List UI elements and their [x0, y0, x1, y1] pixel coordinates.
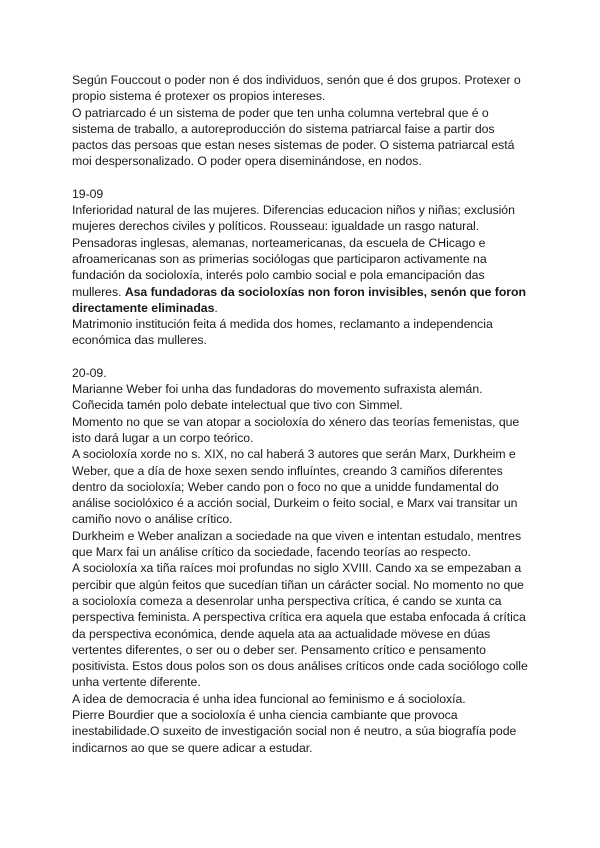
paragraph-bourdier: Pierre Bourdier que a socioloxía é unha ciencia cambiante que provoca inestabilidade.O suxeito de investigación social non é neutro, a súa biografía pode indicarnos ao que se quere adicar a estudar. — [72, 707, 517, 755]
date-heading-20-09: 20-09. — [72, 365, 107, 380]
paragraph-pensadoras-end: . — [214, 300, 218, 315]
paragraph-patriarcado: O patriarcado é un sistema de poder que ten unha columna vertebral que é o sistema de traballo, a autoreproducción do sistema patriarcal faise a partir dos pactos das persoas que estan neses sistemas de poder. O sistema patriarcal está moi despersonalizado. O poder opera diseminándose, en nodos. — [72, 105, 515, 169]
document-page — [72, 72, 532, 756]
paragraph-inferioridad: Inferioridad natural de las mujeres. Diferencias educacion niños y niñas; exclusión mujeres derechos civiles y políticos. Rousseau: igualdade un rasgo natural. — [72, 203, 515, 234]
paragraph-pensadoras — [72, 235, 532, 316]
paragraph-pensadoras-text: Pensadoras inglesas, alemanas, norteamericanas, da escuela de CHicago e afroamericanas son as primerias sociólogas que participaron activamente na fundación da socioloxía, interés polo cambio social e pola emancipación das mulleres. — [72, 235, 487, 299]
paragraph-matrimonio: Matrimonio institución feita á medida dos homes, reclamanto a independencia económica das mulleres. — [72, 317, 493, 348]
paragraph-raices: A socioloxía xa tiña raíces moi profundas no siglo XVIII. Cando xa se empezaban a percibir que algún feitos que sucedían tiñan un cárácter social. No momento no que a socioloxía comeza a desenrolar unha perspectiva crítica, é cando se xunta ca perspectiva feminista. A perspectiva crítica era aquela que estaba enfocada á crítica da perspectiva económica, dende aquela ata aa actualidade mövese en dúas vertentes diferentes, o ser ou o deber ser. Pensamento crítico e pensamento positivista. Estos dous polos son os dous análises críticos onde cada sociólogo colle unha vertente diferente. — [72, 561, 528, 690]
paragraph-foucault: Según Fouccout o poder non é dos individuos, senón que é dos grupos. Protexer o propio sistema é protexer os propios intereses. — [72, 73, 521, 104]
paragraph-durkheim-weber: Durkheim e Weber analizan a sociedade na que viven e intentan estudalo, mentres que Marx fai un análise crítico da sociedade, facendo teorías ao respecto. — [72, 528, 522, 560]
blank-line — [72, 349, 532, 365]
date-heading-19-09: 19-09 — [72, 186, 104, 201]
blank-line — [72, 170, 532, 186]
paragraph-momento: Momento no que se van atopar a socioloxía do xénero das teorías femenistas, que isto dará lugar a un corpo teórico. — [72, 414, 520, 445]
paragraph-marianne-weber: Marianne Weber foi unha das fundadoras do movemento sufraxista alemán. Coñecida tamén polo debate intelectual que tivo con Simmel. — [72, 382, 483, 413]
paragraph-pensadoras-bold: Asa fundadoras da socioloxías non foron invisibles, senón que foron directamente eliminadas — [72, 284, 526, 315]
paragraph-democracia: A idea de democracia é unha idea funcional ao feminismo e á socioloxía. — [72, 691, 466, 706]
paragraph-socioloxia-xorde: A socioloxía xorde no s. XIX, no cal haberá 3 autores que serán Marx, Durkheim e Weber, que a día de hoxe sexen sendo influíntes, creando 3 camiños diferentes dentro da socioloxía; Weber cando pon o foco no que a unidde fundamental do análise sociolóxico é a acción social, Durkeim o feito social, e Marx vai transitar un camiño novo o análise crítico. — [72, 447, 518, 527]
